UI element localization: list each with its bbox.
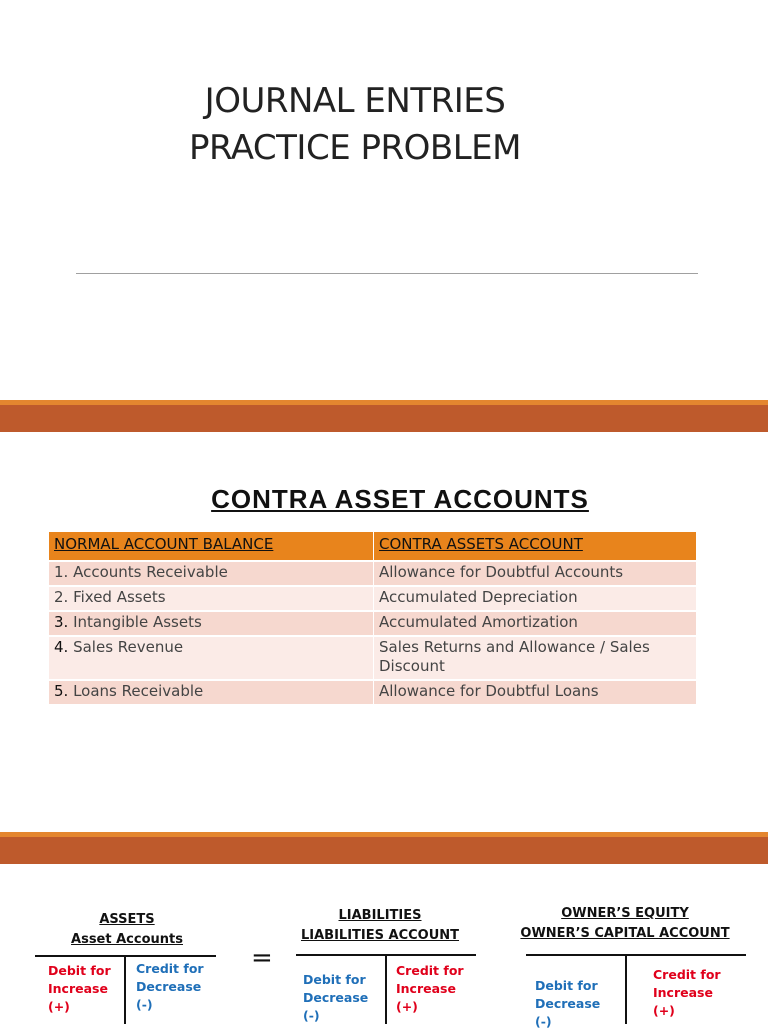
equity-header xyxy=(520,904,730,944)
contra-account-cell: Allowance for Doubtful Loans xyxy=(374,680,697,704)
contra-account-cell: Sales Returns and Allowance / Sales Discount xyxy=(374,636,697,680)
slide-separator-band xyxy=(0,400,768,432)
normal-account-cell xyxy=(49,586,374,611)
account-name: Fixed Assets xyxy=(68,588,166,606)
assets-debit-label: Debit for Increase (+) xyxy=(48,963,111,1014)
equity-credit-label: Credit for Increase (+) xyxy=(653,967,721,1018)
slide-separator-band xyxy=(0,832,768,864)
contra-asset-heading: CONTRA ASSET ACCOUNTS xyxy=(211,484,589,514)
equity-title: OWNER’S EQUITY xyxy=(561,906,689,921)
normal-account-cell xyxy=(49,561,374,586)
assets-title: ASSETS xyxy=(99,912,155,927)
account-name: Accounts Receivable xyxy=(68,563,228,581)
liabilities-credit-label: Credit for Increase (+) xyxy=(396,963,464,1014)
liabilities-debit-label: Debit for Decrease (-) xyxy=(303,972,369,1023)
row-number: 3. xyxy=(54,613,69,631)
title-line-1: JOURNAL ENTRIES xyxy=(204,81,506,121)
contra-account-cell: Allowance for Doubtful Accounts xyxy=(374,561,697,586)
contra-account-cell: Accumulated Depreciation xyxy=(374,586,697,611)
slide-title xyxy=(120,78,590,172)
equals-sign: = xyxy=(251,943,273,973)
liabilities-t-vertical xyxy=(385,955,387,1024)
column-header-contra-account: CONTRA ASSETS ACCOUNT xyxy=(374,532,697,561)
table-row xyxy=(49,561,697,586)
normal-account-cell xyxy=(49,611,374,636)
table-row xyxy=(49,586,697,611)
equity-t-horizontal xyxy=(526,954,746,956)
normal-account-cell xyxy=(49,636,374,680)
normal-account-cell xyxy=(49,680,374,704)
row-number: 5. xyxy=(54,682,69,700)
contra-asset-table xyxy=(49,532,697,704)
table-header-row xyxy=(49,532,697,561)
equity-debit-label: Debit for Decrease (-) xyxy=(535,978,601,1029)
liabilities-header xyxy=(297,906,463,946)
table-row xyxy=(49,611,697,636)
equity-t-vertical xyxy=(625,955,627,1024)
table-row xyxy=(49,636,697,680)
assets-credit-label: Credit for Decrease (-) xyxy=(136,961,204,1012)
row-number: 1. xyxy=(54,563,69,581)
assets-t-vertical xyxy=(124,956,126,1024)
account-name: Intangible Assets xyxy=(68,613,202,631)
row-number: 4. xyxy=(54,638,69,656)
account-name: Sales Revenue xyxy=(68,638,184,656)
contra-account-cell: Accumulated Amortization xyxy=(374,611,697,636)
assets-subtitle: Asset Accounts xyxy=(71,932,183,947)
liabilities-subtitle: LIABILITIES ACCOUNT xyxy=(300,928,460,943)
assets-header xyxy=(52,910,202,950)
table-row xyxy=(49,680,697,704)
title-divider xyxy=(76,273,698,274)
title-line-2: PRACTICE PROBLEM xyxy=(189,128,521,168)
account-name: Loans Receivable xyxy=(68,682,204,700)
row-number: 2. xyxy=(54,588,69,606)
column-header-normal-balance: NORMAL ACCOUNT BALANCE xyxy=(49,532,374,561)
liabilities-title: LIABILITIES xyxy=(338,908,422,923)
equity-subtitle: OWNER’S CAPITAL ACCOUNT xyxy=(520,926,730,941)
